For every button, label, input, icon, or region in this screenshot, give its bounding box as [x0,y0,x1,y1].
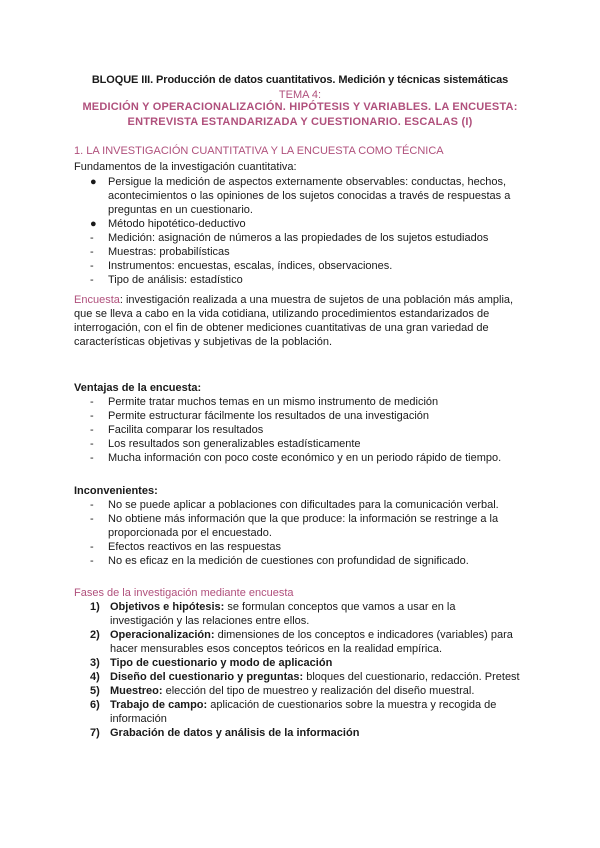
fases-title: Fases de la investigación mediante encuesta [74,587,294,599]
fases-list [90,600,520,740]
tema-title-line1: MEDICIÓN Y OPERACIONALIZACIÓN. HIPÓTESIS Y VARIABLES. LA ENCUESTA: [82,101,518,113]
list-item: 3) Tipo de cuestionario y modo de aplicación [90,657,333,669]
list-item: - Los resultados son generalizables estadísticamente [90,438,361,450]
list-item: 4) Diseño del cuestionario y preguntas: bloques del cuestionario, redacción. Pretest [90,671,520,683]
encuesta-definition: Encuesta: investigación realizada a una muestra de sujetos de una población más amplia, que se lleva a cabo en la vida cotidiana, utilizando procedimientos estandarizados de interrogación, con el fin de obtener mediciones cuantitativas de una gran variedad de características objetivas y subjetivas de la población. [74,294,514,348]
inconvenientes-title: Inconvenientes: [74,485,158,497]
section1-list [90,175,520,287]
list-item: - No obtiene más información que la que produce: la información se restringe a la proporcionada por el encuestado. [90,513,499,539]
list-item: 1) Objetivos e hipótesis: se formulan conceptos que vamos a usar en la investigación y las relaciones entre ellos. [90,601,456,627]
list-item: - Instrumentos: encuestas, escalas, índices, observaciones. [90,260,393,272]
list-item: - No se puede aplicar a poblaciones con dificultades para la comunicación verbal. [90,499,499,511]
list-item: 2) Operacionalización: dimensiones de los conceptos e indicadores (variables) para hacer mensurables esos conceptos teóricos en la realidad empírica. [90,629,513,655]
block-heading: BLOQUE III. Producción de datos cuantitativos. Medición y técnicas sistemáticas [91,74,509,86]
section1-title: 1. LA INVESTIGACIÓN CUANTITATIVA Y LA ENCUESTA COMO TÉCNICA [74,145,444,157]
list-item: - Efectos reactivos en las respuestas [90,541,282,553]
tema-title-line2: ENTREVISTA ESTANDARIZADA Y CUESTIONARIO. ESCALAS (I) [127,116,473,128]
list-item: 6) Trabajo de campo: aplicación de cuestionarios sobre la muestra y recogida de información [90,699,497,725]
list-item: - Permite estructurar fácilmente los resultados de una investigación [90,410,429,422]
list-item: ● Persigue la medición de aspectos externamente observables: conductas, hechos, acontecimientos o las opiniones de los sujetos conocidas a través de respuestas a preguntas en un cuestionario. [90,176,511,216]
list-item: - No es eficaz en la medición de cuestiones con profundidad de significado. [90,555,469,567]
ventajas-title: Ventajas de la encuesta: [74,382,202,394]
section1-intro: Fundamentos de la investigación cuantitativa: [74,161,297,173]
inconvenientes-list [90,498,520,568]
encuesta-term: Encuesta [74,294,120,306]
list-item: - Mucha información con poco coste económico y en un periodo rápido de tiempo. [90,452,502,464]
list-item: - Permite tratar muchos temas en un mismo instrumento de medición [90,396,439,408]
list-item: - Facilita comparar los resultados [90,424,264,436]
list-item: - Muestras: probabilísticas [90,246,230,258]
tema-label: TEMA 4: [278,89,322,101]
ventajas-list [90,395,520,465]
list-item: - Medición: asignación de números a las propiedades de los sujetos estudiados [90,232,489,244]
list-item: 7) Grabación de datos y análisis de la información [90,727,360,739]
list-item: 5) Muestreo: elección del tipo de muestreo y realización del diseño muestral. [90,685,475,697]
list-item: - Tipo de análisis: estadístico [90,274,243,286]
list-item: ● Método hipotético-deductivo [90,218,246,230]
